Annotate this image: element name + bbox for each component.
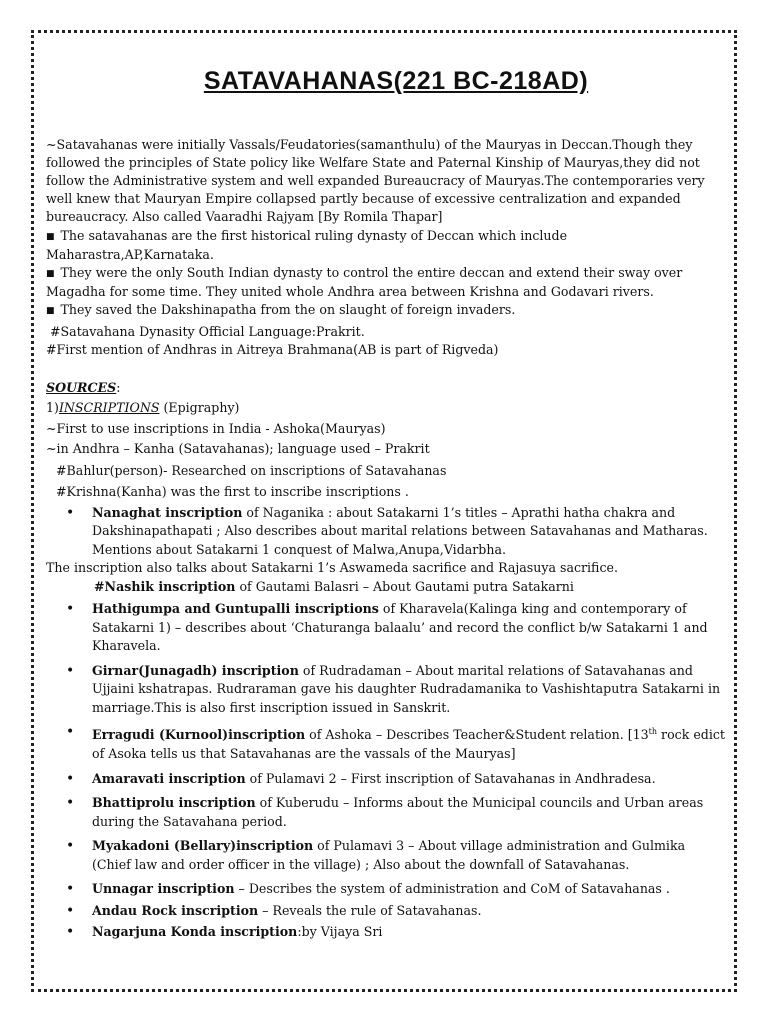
inscription-list: [46, 504, 726, 560]
list-item: [46, 504, 726, 560]
inscription-name: Girnar(Junagadh) inscription: [92, 662, 299, 678]
page-title: SATAVAHANAS(221 BC-218AD): [203, 67, 589, 95]
list-item: [46, 880, 726, 899]
list-item: [46, 662, 726, 718]
inscriptions-heading-text: INSCRIPTIONS: [58, 400, 160, 416]
inscription-desc: of Pulamavi 2 – First inscription of Satavahanas in Andhradesa.: [245, 770, 656, 786]
square-bullet-icon: ■: [46, 306, 55, 317]
inscriptions-heading: [46, 399, 726, 418]
inscription-name: Nanaghat inscription: [92, 504, 243, 520]
list-item: [46, 600, 726, 656]
sources-section: [46, 379, 726, 942]
inscription-desc: of Pulamavi 3 – About village administration and Gulmika (Chief law and order officer in the village) ; Also about the downfall of Satavahanas.: [92, 838, 686, 872]
list-item: [46, 923, 726, 942]
hash-note: #First mention of Andhras in Aitreya Brahmana(AB is part of Rigveda): [46, 341, 499, 357]
inscription-name: Nagarjuna Konda inscription: [92, 924, 298, 940]
continuation-text: The inscription also talks about Satakarni 1’s Aswameda sacrifice and Rajasuya sacrifice.: [46, 560, 618, 576]
inscription-name: #Nashik inscription: [94, 578, 236, 594]
inscription-name: Unnagar inscription: [92, 881, 235, 897]
inscription-desc: – Describes the system of administration and CoM of Satavahanas .: [234, 881, 670, 897]
list-item: [46, 770, 726, 789]
list-item: [46, 837, 726, 874]
inscription-desc: of Kharavela(Kalinga king and contemporary of Satakarni 1) – describes about ‘Chaturanga balaalu’ and record the conflict b/w Satakarni 1 and Kharavela.: [92, 601, 708, 654]
source-line: ~in Andhra – Kanha (Satavahanas); language used – Prakrit: [46, 441, 430, 457]
bullet-point: [46, 227, 726, 264]
inscription-name: Andau Rock inscription: [92, 902, 259, 918]
inscription-desc: of Naganika : about Satakarni 1’s titles – Aprathi hatha chakra and Dakshinapathapati ; Also describes about marital relations between Satavahanas and Matharas. Mentions about Satakarni 1 conquest of Malwa,Anupa,Vidarbha.: [92, 504, 708, 557]
sources-heading-text: SOURCES: [46, 379, 117, 395]
bullet-text: The satavahanas are the first historical ruling dynasty of Deccan which include Maharastra,AP,Karnataka.: [46, 227, 568, 262]
superscript: th: [648, 727, 658, 737]
inscription-desc: rock edict of Asoka tells us that Satavahanas are the vassals of the Mauryas]: [92, 727, 725, 762]
sources-heading: [46, 379, 726, 398]
nashik-line: [46, 578, 726, 597]
epigraphy-label: (Epigraphy): [159, 400, 240, 416]
list-item: [46, 723, 726, 763]
inscription-name: Erragudi (Kurnool)inscription: [92, 727, 306, 743]
document-page: [46, 67, 726, 945]
source-line: #Bahlur(person)- Researched on inscriptions of Satavahanas: [56, 462, 447, 478]
inscription-desc: of Kuberudu – Informs about the Municipal councils and Urban areas during the Satavahana period.: [92, 795, 704, 829]
inscription-desc: of Rudradaman – About marital relations of Satavahanas and Ujjaini kshatrapas. Rudraraman gave his daughter Rudradamanika to Vashishtaputra Satakarni in marriage.This is also first inscription issued in Sanskrit.: [92, 662, 721, 715]
hash-note: #Satavahana Dynasity Official Language:Prakrit.: [50, 323, 365, 339]
bullet-text: They were the only South Indian dynasty to control the entire deccan and extend their sway over Magadha for some time. They united whole Andhra area between Krishna and Godavari rivers.: [46, 264, 683, 300]
inscription-desc: – Reveals the rule of Satavahanas.: [258, 902, 482, 918]
inscription-name: Bhattiprolu inscription: [92, 795, 256, 811]
inscription-desc: of Gautami Balasri – About Gautami putra Satakarni: [235, 578, 574, 594]
inscription-name: Hathigumpa and Guntupalli inscriptions: [92, 601, 379, 617]
inscription-desc: :by Vijaya Sri: [297, 924, 383, 940]
inscription-list: [46, 600, 726, 941]
inscription-name: Myakadoni (Bellary)inscription: [92, 838, 314, 854]
list-number: 1): [46, 400, 59, 416]
intro-section: [46, 136, 726, 359]
list-item: [46, 902, 726, 921]
bullet-point: [46, 264, 726, 301]
intro-paragraph: ~Satavahanas were initially Vassals/Feudatories(samanthulu) of the Mauryas in Deccan.Though they followed the principles of State policy like Welfare State and Paternal Kinship of Mauryas,they did not follow the Administrative system and well expanded Bureaucracy of Mauryas.The contemporaries very well knew that Mauryan Empire collapsed partly because of excessive centralization and expanded bureaucracy. Also called Vaaradhi Rajyam [By Romila Thapar]: [46, 136, 705, 225]
bullet-text: They saved the Dakshinapatha from the on slaught of foreign invaders.: [60, 302, 516, 318]
source-line: ~First to use inscriptions in India - Ashoka(Mauryas): [46, 420, 386, 436]
bullet-point: [46, 301, 726, 320]
sources-heading-colon: :: [116, 379, 121, 395]
square-bullet-icon: ■: [46, 268, 55, 279]
inscription-name: Amaravati inscription: [92, 770, 246, 786]
square-bullet-icon: ■: [46, 231, 55, 242]
list-item: [46, 794, 726, 831]
source-line: #Krishna(Kanha) was the first to inscribe inscriptions .: [56, 484, 409, 500]
inscription-desc: of Ashoka – Describes Teacher&Student relation. [13: [305, 727, 649, 743]
